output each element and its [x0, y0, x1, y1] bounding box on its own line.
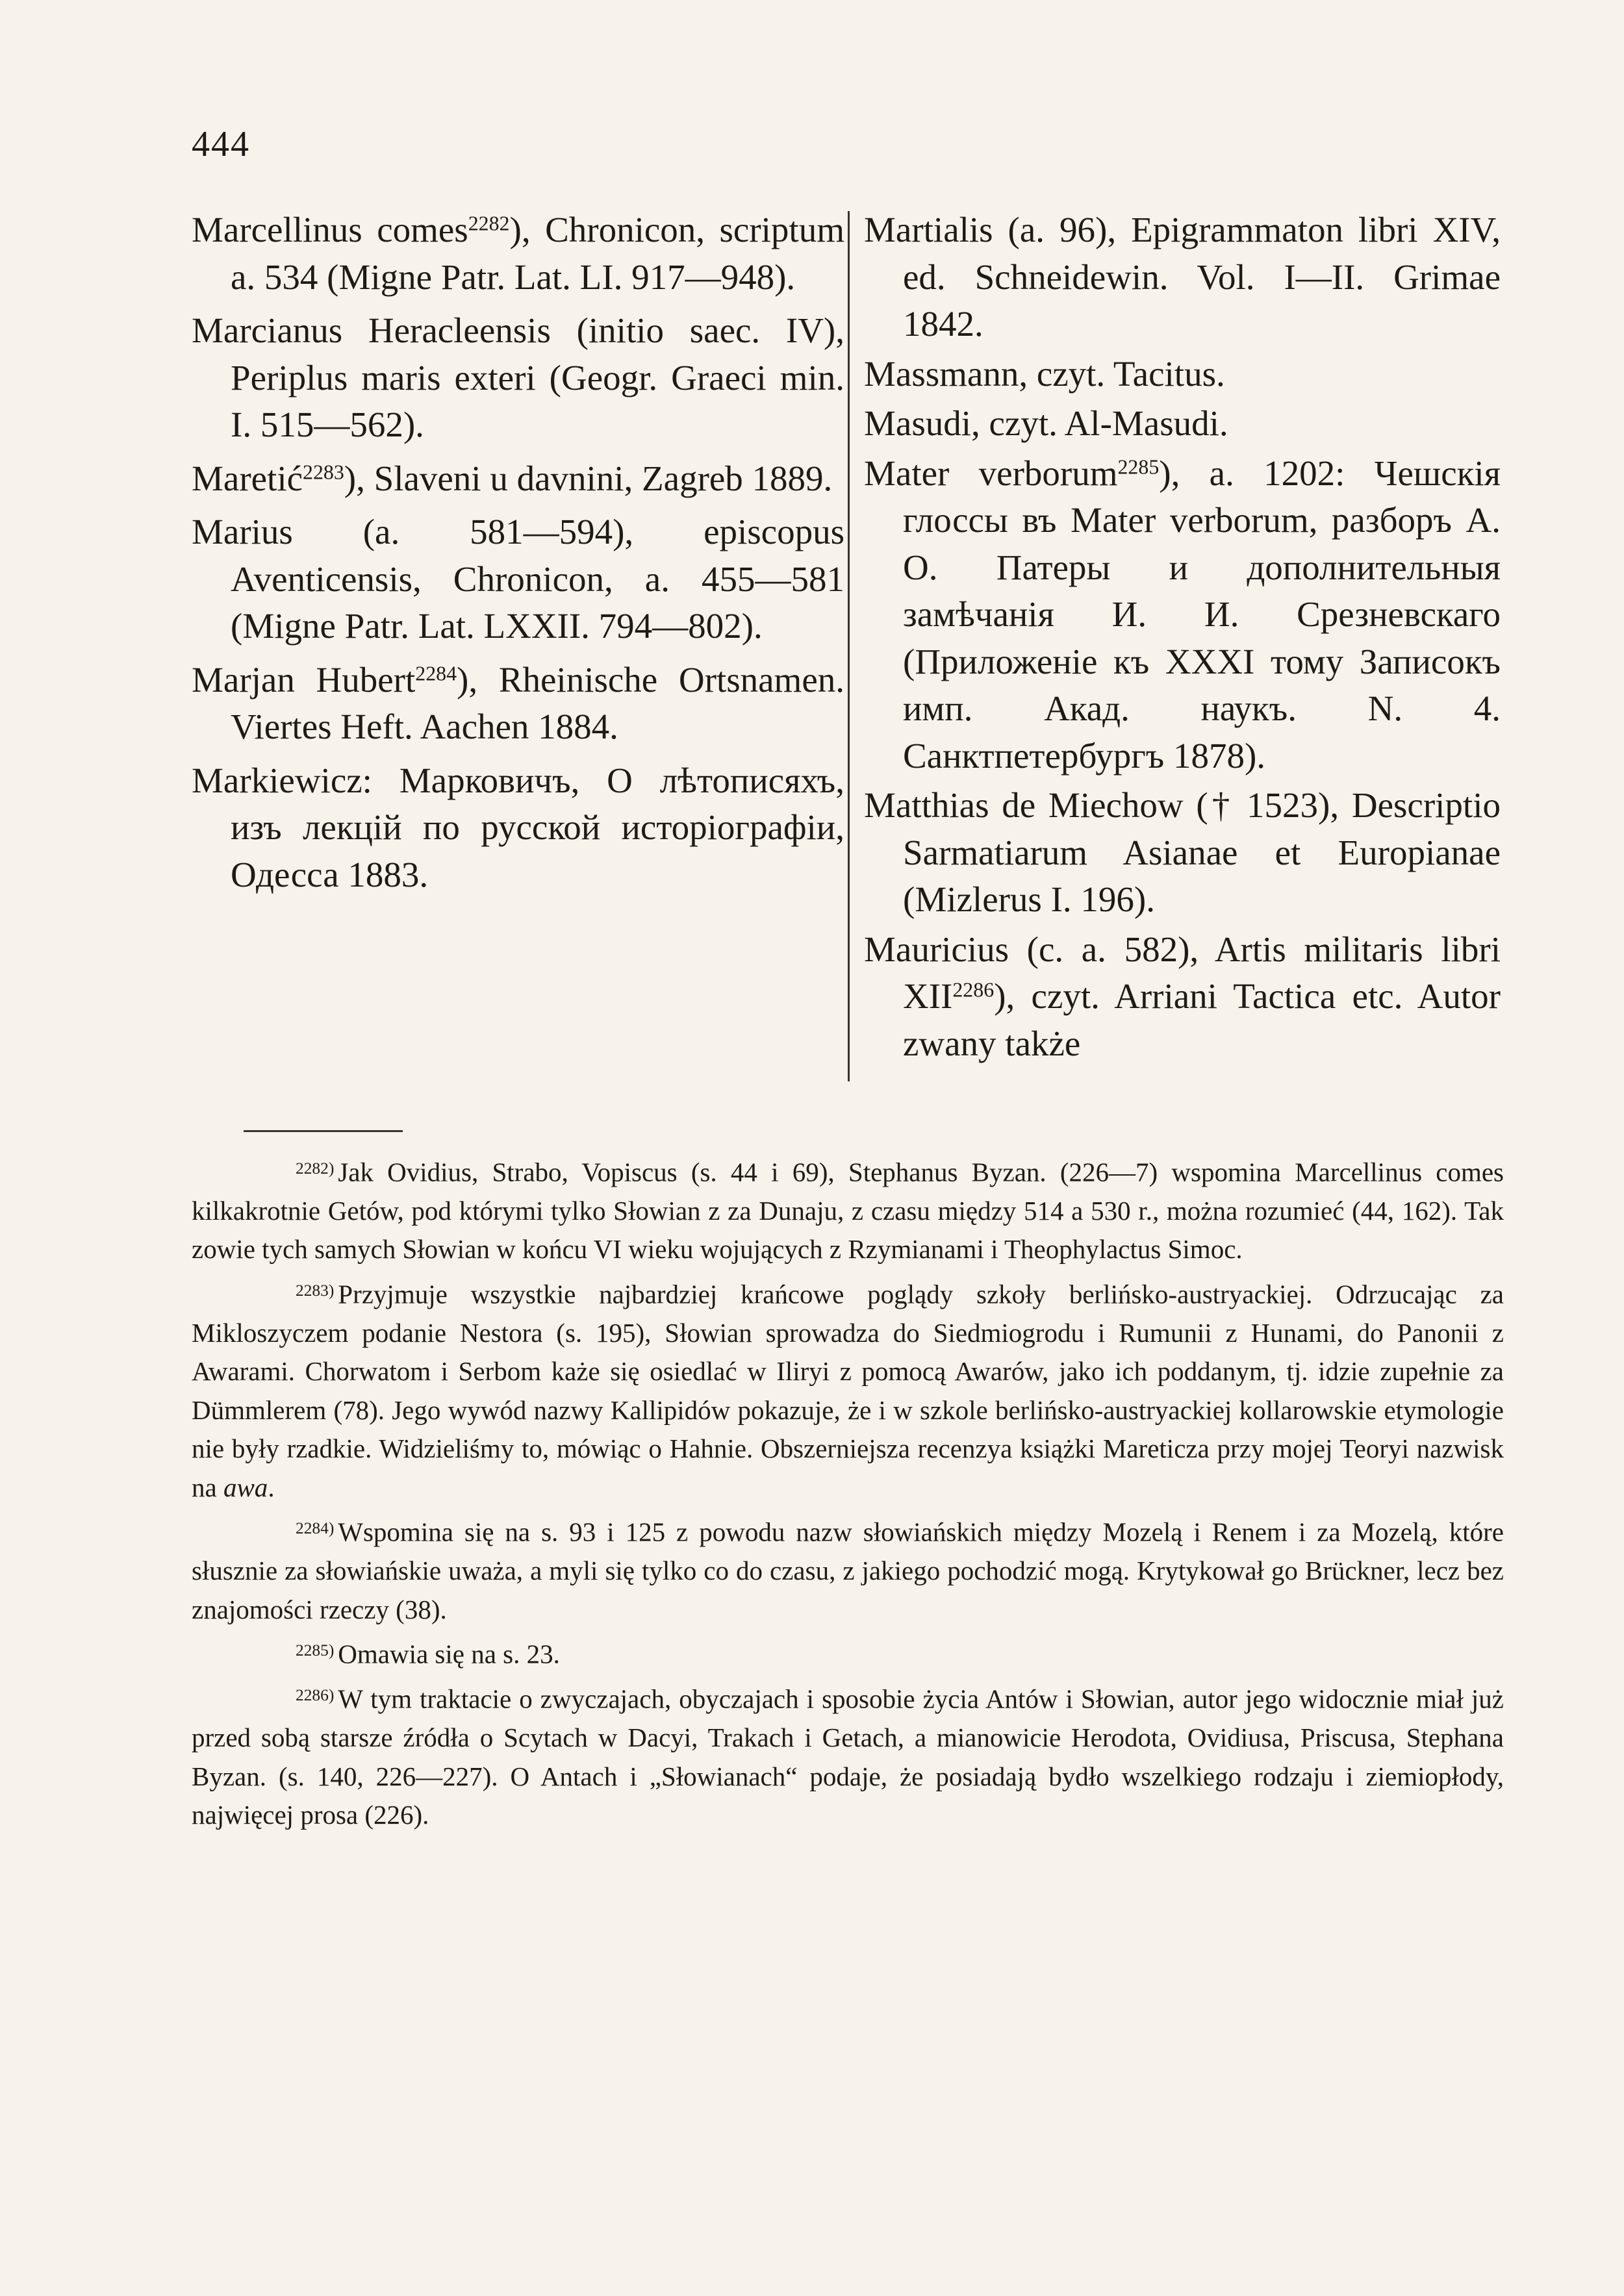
column-divider — [848, 211, 850, 1081]
bibliography-entry: Martialis (a. 96), Epigrammaton libri XIV, ed. Schneidewin. Vol. I—II. Grimae 1842. — [864, 210, 1501, 344]
footnote: $^{2285)}$ Omawia się na s. 23. — [296, 1639, 560, 1669]
left-column — [192, 207, 844, 905]
footnote-rule — [244, 1130, 403, 1132]
bibliography-entry: Marjan Hubert$^{2284}$), Rheinische Ortsnamen. Viertes Heft. Aachen 1884. — [192, 659, 844, 746]
bibliography-entry: Masudi, czyt. Al-Masudi. — [864, 403, 1228, 443]
footnote-number: 2286) — [296, 1686, 335, 1705]
bibliography-entry: Marius (a. 581—594), episcopus Aventicensis, Chronicon, a. 455—581 (Migne Patr. Lat. LXXII. 794—802). — [192, 512, 844, 646]
bibliography-entry: Mater verborum$^{2285}$), a. 1202: Чешскія глоссы въ Mater verborum, разборъ А. О. Патеры и дополнительныя замѣчанія И. И. Срезневскаго (Приложеніе къ XXXI тому Записокъ имп. Акад. наукъ. N. 4. Санктпетербургъ 1878). — [864, 453, 1501, 776]
page-number: 444 — [192, 124, 250, 164]
right-column — [864, 207, 1501, 1070]
bibliography-entry: Mauricius (c. a. 582), Artis militaris libri $XII^{2286}$), czyt. Arriani Tactica etc. Autor zwany także — [864, 929, 1501, 1063]
footnote: $^{2283)}$ Przyjmuje wszystkie najbardziej krańcowe poglądy szkoły berlińsko-austryackiej. Odrzucając za Mikloszyczem podanie Nestora (s. 195), Słowian sprowadza do Siedmiogrodu i Rumunii z Hunami, do Panonii z Awarami. Chorwatom i Serbom każe się osiedlać w Iliryi z pomocą Awarów, jako ich poddanym, tj. idzie zupełnie za Dümmlerem (78). Jego wywód nazwy Kallipidów pokazuje, że i w szkole berlińsko-austryackiej kollarowskie etymologie nie były rzadkie. Widzieliśmy to, mówiąc o Hahnie. Obszerniejsza recenzya książki Mareticza przy mojej Teoryi nazwisk na awa. — [192, 1279, 1504, 1502]
footnote-number: 2282) — [296, 1159, 335, 1178]
footnote: $^{2284)}$ Wspomina się na s. 93 i 125 z powodu nazw słowiańskich między Mozelą i Renem i za Mozelą, które słusznie za słowiańskie uważa, a myli się tylko co do czasu, z jakiego pochodzić mogą. Krytykował go Brückner, lecz bez znajomości rzeczy (38). — [192, 1517, 1504, 1624]
footnote: $^{2282)}$ Jak Ovidius, Strabo, Vopiscus (s. 44 i 69), Stephanus Byzan. (226—7) wspomina Marcellinus comes kilkakrotnie Getów, pod którymi tylko Słowian z za Dunaju, z czasu między 514 a 530 r., można rozumieć (44, 162). Tak zowie tych samych Słowian w końcu VI wieku wojujących z Rzymianami i Theophylactus Simoc. — [192, 1157, 1504, 1265]
footnote-number: 2283) — [296, 1281, 335, 1300]
bibliography-entry: Markiewicz: Марковичъ, О лѣтописяхъ, изъ лекцій по русской исторіографіи, Одесса 1883. — [192, 760, 844, 894]
footnote: $^{2286)}$ W tym traktacie o zwyczajach, obyczajach i sposobie życia Antów i Słowian, autor jego widocznie miał już przed sobą starsze źródła o Scytach w Dacyi, Trakach i Getach, a mianowicie Herodota, Ovidiusa, Priscusa, Stephana Byzan. (s. 140, 226—227). O Antach i „Słowianach“ podaje, że posiadają bydło wszelkiego rodzaju i ziemiopłody, najwięcej prosa (226). — [192, 1684, 1504, 1830]
footnote-number: 2285) — [296, 1641, 335, 1660]
bibliography-entry: Massmann, czyt. Tacitus. — [864, 353, 1225, 394]
footnote-number: 2284) — [296, 1519, 335, 1538]
bibliography-entry: Matthias de Miechow († 1523), Descriptio Sarmatiarum Asianae et Europianae (Mizlerus I. 196). — [864, 785, 1501, 919]
bibliography-entry: Marcianus Heracleensis (initio saec. IV), Periplus maris exteri (Geogr. Graeci min. I. 515—562). — [192, 310, 844, 444]
footnotes-section — [192, 1150, 1504, 1837]
bibliography-entry: Marcellinus comes$^{2282}$), Chronicon, scriptum a. 534 (Migne Patr. Lat. LI. 917—948). — [192, 210, 844, 297]
bibliography-entry: Maretić$^{2283}$), Slaveni u davnini, Zagreb 1889. — [192, 458, 833, 498]
